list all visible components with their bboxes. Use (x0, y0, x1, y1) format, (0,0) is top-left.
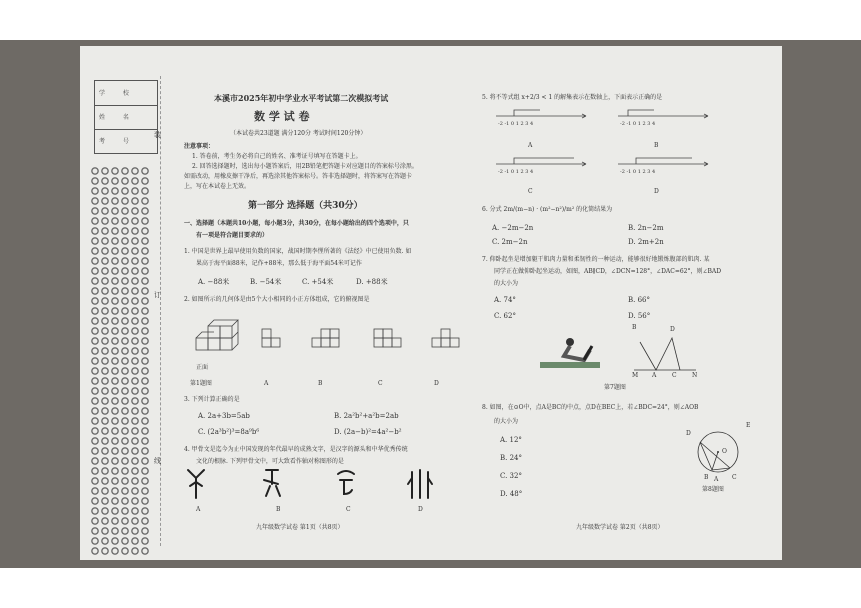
q3-option-d: D. (2a−b)²=4a²−b² (334, 428, 402, 436)
q4-oracle-glyphs (180, 464, 470, 504)
q4-line-1: 4. 甲骨文是迄今为止中国发现的年代最早的成熟文字，是汉字的源头和中华优秀传统 (184, 446, 408, 453)
q7-figures (540, 328, 720, 378)
q5-ticks-a: -2 -1 0 1 2 3 4 (498, 121, 534, 127)
q4-label-a: A (196, 506, 201, 513)
note-line-2: 2. 回答选择题时，选出每小题答案后，用2B铅笔把答题卡对应题目的答案标号涂黑。 (192, 163, 418, 170)
q5-line-1: 5. 将不等式组 x+2/3 < 1 的解集表示在数轴上，下面表示正确的是 (482, 94, 663, 101)
student-info-box (94, 80, 158, 154)
page1-footer: 九年级数学试卷 第1页（共8页） (256, 524, 344, 531)
q8-option-d: D. 48° (500, 490, 523, 498)
exam-info: （本试卷共23道题 满分120分 考试时间120分钟） (230, 130, 367, 137)
q7-line-1: 7. 仰卧起坐是增加躯干肌肉力量和柔韧性的一种运动，能够很好地锻炼腹部的肌肉. 某 (482, 256, 710, 263)
q8-point-b: B (704, 474, 709, 481)
q5-ticks-b: -2 -1 0 1 2 3 4 (620, 121, 656, 127)
binding-line (160, 76, 161, 546)
note-line-3: 如需改动，用橡皮擦干净后，再选涂其他答案标号。答非选择题时，将答案写在答题卡 (184, 173, 413, 180)
name-field[interactable] (95, 105, 157, 130)
q4-label-c: C (346, 506, 351, 513)
school-label: 学 校 (99, 90, 137, 97)
exam-number-label: 考 号 (99, 138, 137, 145)
q5-label-d: D (654, 188, 659, 195)
exam-subject: 数 学 试 卷 (254, 110, 310, 123)
binding-char-ding: 订 (154, 291, 161, 299)
q4-label-d: D (418, 506, 423, 513)
q2-option-a-figure (262, 329, 280, 347)
q5-line-b (618, 110, 708, 118)
q8-circle-figure (690, 426, 750, 480)
q2-front-label: 正面 (196, 364, 209, 371)
q8-point-c: C (732, 474, 737, 481)
q7-geometry (634, 338, 696, 370)
q3-option-b: B. 2a²b²+a²b=2ab (334, 412, 399, 420)
q5-number-lines (490, 106, 730, 196)
q7-line-3: 的大小为 (494, 280, 519, 287)
q5-line-a (496, 110, 586, 118)
notes-title: 注意事项： (184, 143, 215, 150)
q2-option-d-figure (432, 329, 459, 347)
oracle-glyph-b (264, 470, 280, 496)
q3-line-1: 3. 下列计算正确的是 (184, 396, 240, 403)
q8-option-b: B. 24° (500, 454, 523, 462)
exam-paper (80, 46, 782, 560)
oracle-glyph-c (338, 471, 354, 494)
note-line-4: 上，写在本试卷上无效。 (184, 183, 251, 190)
q6-line-1: 6. 分式 2m/(m−n) · (m²−n²)/m² 的化简结果为 (482, 206, 613, 213)
q8-point-a: A (714, 476, 719, 483)
oracle-glyph-d (408, 470, 432, 498)
q7-line-2: 同学正在做仰卧起坐运动，如图，AB∥CD，∠DCN=128°，∠DAC=62°，则∠BAD (494, 268, 722, 275)
q7-option-d: D. 56° (628, 312, 651, 320)
name-label: 姓 名 (99, 114, 137, 121)
exam-title: 本溪市2025年初中学业水平考试第二次模拟考试 (214, 93, 389, 103)
q2-figures (188, 312, 488, 368)
q1-option-b: B. −54米 (250, 278, 282, 286)
q2-cube-solid (196, 320, 238, 350)
q4-line-2: 文化的根脉. 下列甲骨文中，可大致看作轴对称图形的是 (196, 458, 344, 465)
q8-option-a: A. 12° (500, 436, 522, 444)
q2-label-c: C (378, 380, 383, 387)
q8-line-2: 的大小为 (494, 418, 519, 425)
q8-point-d: D (686, 430, 691, 437)
school-field[interactable] (95, 81, 157, 106)
page2-footer: 九年级数学试卷 第2页（共8页） (576, 524, 664, 531)
q6-option-d: D. 2m+2n (628, 238, 664, 246)
q1-option-c: C. +54米 (302, 278, 334, 286)
q1-option-a: A. −88米 (198, 278, 230, 286)
q5-label-c: C (528, 188, 533, 195)
q5-label-b: B (654, 142, 659, 149)
q1-option-d: D. +88米 (356, 278, 388, 286)
exam-number-field[interactable] (95, 129, 157, 153)
oracle-glyph-a (188, 470, 204, 498)
q7-point-n: N (692, 372, 698, 379)
q7-point-a: A (652, 372, 657, 379)
q2-label-a: A (264, 380, 269, 387)
q7-point-c: C (672, 372, 677, 379)
q2-label-d: D (434, 380, 439, 387)
q5-line-c (496, 158, 586, 166)
q6-option-b: B. 2n−2m (628, 224, 664, 232)
q3-option-c: C. (2a³b²)³=8a⁹b⁶ (198, 428, 260, 436)
q1-line-1: 1. 中国是世界上最早使用负数的国家，战国时期李悝所著的《法经》中已使用负数. 如 (184, 248, 412, 255)
q8-point-o: O (722, 448, 727, 455)
q7-option-a: A. 74° (494, 296, 516, 304)
q5-ticks-c: -2 -1 0 1 2 3 4 (498, 169, 534, 175)
q5-label-a: A (528, 142, 533, 149)
note-line-1: 1. 答卷前，考生务必将自己的姓名、准考证号填写在答题卡上。 (192, 153, 362, 160)
q8-option-c: C. 32° (500, 472, 522, 480)
q6-option-c: C. 2m−2n (492, 238, 528, 246)
q1-line-2: 果高于海平面88米，记作+88米，那么低于海平面54米可记作 (196, 260, 362, 267)
q7-point-m: M (632, 372, 639, 379)
q7-option-b: B. 66° (628, 296, 651, 304)
q8-point-e: E (746, 422, 751, 429)
binding-char-zhuang: 装 (154, 131, 161, 139)
q2-caption: 第1题图 (190, 380, 212, 387)
binding-char-xian: 线 (154, 457, 161, 465)
q2-line-1: 2. 如图所示的几何体是由5个大小相同的小正方体组成，它的俯视图是 (184, 296, 370, 303)
q7-point-d: D (670, 326, 675, 333)
q2-label-b: B (318, 380, 323, 387)
q4-label-b: B (276, 506, 281, 513)
q5-line-d (618, 158, 708, 166)
q8-caption: 第8题图 (702, 486, 724, 493)
q7-option-c: C. 62° (494, 312, 516, 320)
seal-dot-pattern (90, 166, 150, 556)
q8-line-1: 8. 如图，在⊙O中，点A是BC的中点，点D在BEC上，若∠BDC=24°，则∠AOB (482, 404, 699, 411)
q2-option-b-figure (312, 329, 339, 347)
part-title: 第一部分 选择题（共30分） (248, 201, 363, 211)
q2-option-c-figure (374, 329, 401, 347)
q7-point-b: B (632, 324, 637, 331)
section-line-1: 一、选择题（本题共10小题，每小题3分，共30分，在每小题给出的四个选项中，只 (184, 220, 409, 227)
section-line-2: 有一项是符合题目要求的） (196, 232, 269, 239)
q7-caption: 第7题图 (604, 384, 626, 391)
q3-option-a: A. 2a+3b=5ab (198, 412, 250, 420)
q6-option-a: A. −2m−2n (492, 224, 534, 232)
q5-ticks-d: -2 -1 0 1 2 3 4 (620, 169, 656, 175)
situp-photo (540, 338, 600, 368)
